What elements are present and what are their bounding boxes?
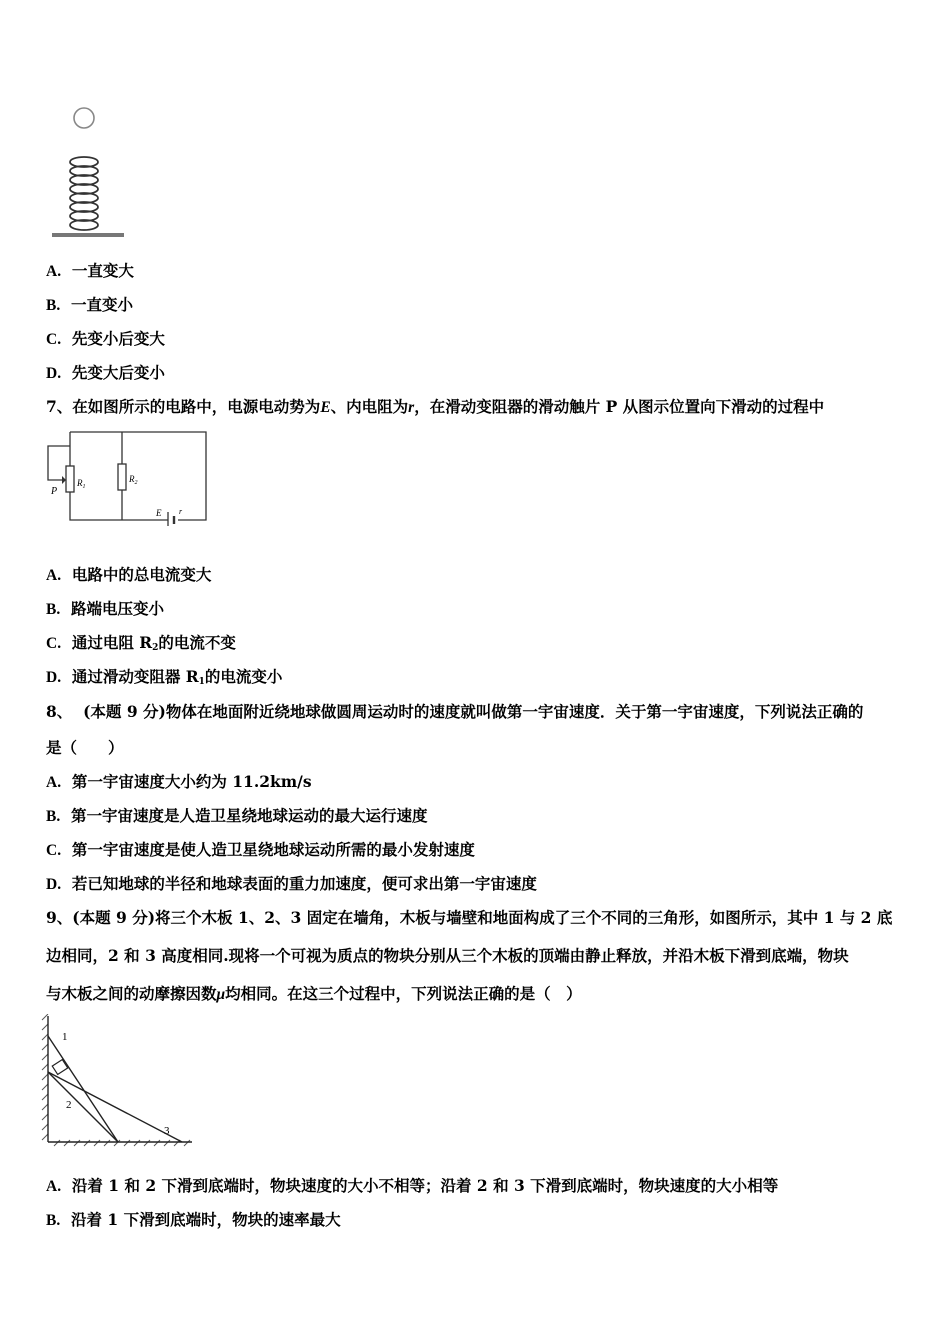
spring-ball-figure: [48, 100, 128, 242]
q9-option-b: B. 沿着 1 下滑到底端时，物块的速率最大: [46, 1210, 341, 1229]
ground-line: [52, 233, 124, 237]
q9-stem-line1: 9、(本题 9 分)将三个木板 1、2、3 固定在墙角，木板与墙壁和地面构成了三个不同的三角形，如图所示，其中 1 与 2 底: [46, 908, 893, 927]
q7-option-d: D. 通过滑动变阻器 $R_1$的电流变小: [46, 667, 283, 687]
q6-option-b: B. 一直变小: [46, 295, 134, 314]
inclined-boards-figure: [40, 1014, 194, 1150]
q9-stem-line3: 与木板之间的动摩擦因数μ均相同。在这三个过程中，下列说法正确的是（ ）: [46, 984, 582, 1003]
q8-option-c: C. 第一宇宙速度是使人造卫星绕地球运动所需的最小发射速度: [46, 840, 475, 859]
board-label-1: 1: [62, 1031, 68, 1043]
q9-stem-line2: 边相同，2 和 3 高度相同.现将一个可视为质点的物块分别从三个木板的顶端由静止释放，并沿木板下滑到底端，物块: [46, 946, 849, 965]
circuit-figure: [40, 428, 216, 526]
q9-option-a: A. 沿着 1 和 2 下滑到底端时，物块速度的大小不相等；沿着 2 和 3 下滑到底端时，物块速度的大小相等: [46, 1176, 779, 1195]
label-e: E: [156, 508, 162, 518]
q8-option-a: A. 第一宇宙速度大小约为 11.2km/s: [46, 772, 312, 791]
resistor-r2: [118, 464, 126, 490]
ball-icon: [74, 108, 94, 128]
q8-stem-line1: 8、 (本题 9 分)物体在地面附近绕地球做圆周运动时的速度就叫做第一宇宙速度．关于第一宇宙速度，下列说法正确的: [46, 702, 864, 721]
q6-option-c: C. 先变小后变大: [46, 329, 165, 348]
label-r1: $R_1$: [77, 478, 86, 490]
board-2: [48, 1072, 118, 1142]
q8-option-b: B. 第一宇宙速度是人造卫星绕地球运动的最大运行速度: [46, 806, 428, 825]
board-label-3: 3: [164, 1125, 170, 1137]
q7-stem: 7、在如图所示的电路中，电源电动势为E、内电阻为r，在滑动变阻器的滑动触片 P 从图示位置向下滑动的过程中: [46, 397, 825, 416]
label-r2: $R_2$: [129, 474, 138, 486]
q8-stem-line2: 是（ ）: [46, 738, 124, 757]
label-r-internal: r: [179, 507, 183, 516]
spring-icon: [70, 157, 98, 230]
q6-option-a: A. 一直变大: [46, 261, 134, 280]
q8-option-d: D. 若已知地球的半径和地球表面的重力加速度，便可求出第一宇宙速度: [46, 874, 537, 893]
q6-option-d: D. 先变大后变小: [46, 363, 165, 382]
board-label-2: 2: [66, 1099, 72, 1111]
resistor-r1: [66, 466, 74, 492]
q7-option-b: B. 路端电压变小: [46, 599, 165, 618]
board-1: [48, 1036, 118, 1142]
label-p: P: [51, 486, 58, 497]
q7-option-c: C. 通过电阻 $R_2$的电流不变: [46, 633, 236, 653]
q7-option-a: A. 电路中的总电流变大: [46, 565, 212, 584]
